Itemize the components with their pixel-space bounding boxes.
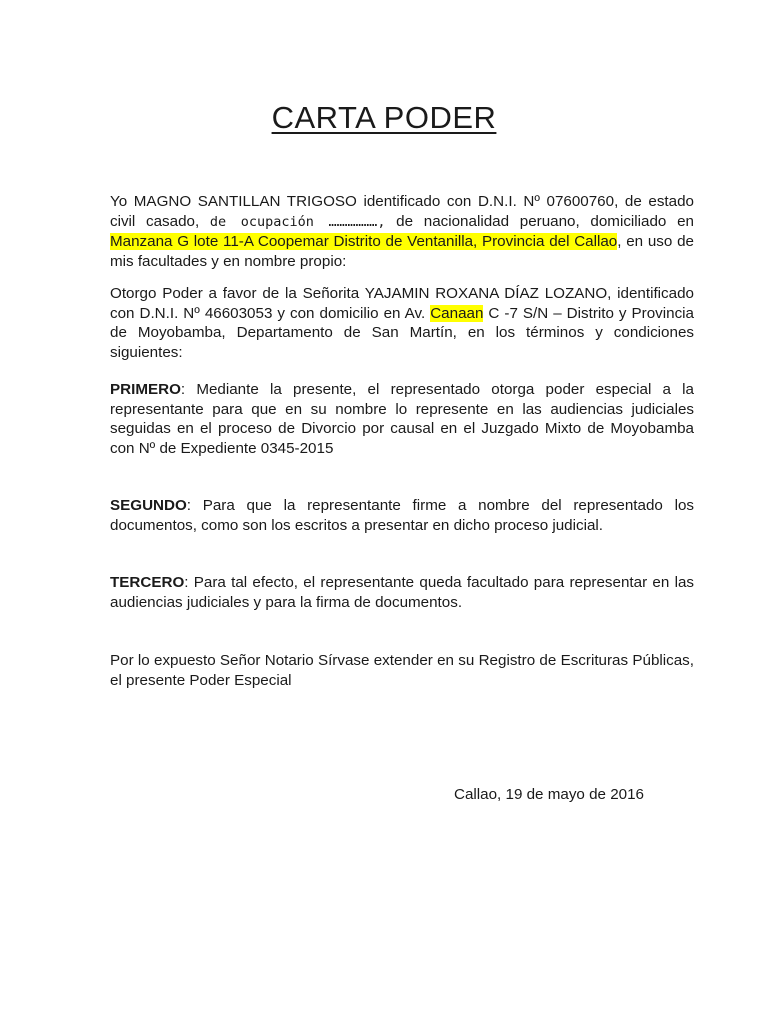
clause-tercero-text: : Para tal efecto, el representante queda facultado para representar en las audiencias judiciales y para la firma de documentos. bbox=[110, 574, 694, 611]
clause-primero bbox=[110, 380, 694, 458]
place-date: Callao, 19 de mayo de 2016 bbox=[454, 786, 644, 803]
grantor-identity: Yo MAGNO SANTILLAN TRIGOSO identificado con D.N.I. Nº 07600760, de estado civil casado, bbox=[110, 193, 694, 230]
grantee-identity: Otorgo Poder a favor de la Señorita YAJAMIN ROXANA DÍAZ LOZANO, identificado con D.N.I. Nº 46603053 y con domicilio en Av. bbox=[110, 285, 694, 322]
clause-primero-text: : Mediante la presente, el representado otorga poder especial a la representante para que en su nombre lo represente en las audiencias judiciales seguidas en el proceso de Divorcio por causal en el Juzgado Mixto de Moyobamba con Nº de Expediente 0345-2015 bbox=[110, 381, 694, 457]
grantee-street: Canaan bbox=[430, 304, 484, 322]
grantor-address: Manzana G lote 11-A Coopemar Distrito de Ventanilla, Provincia del Callao bbox=[110, 233, 618, 250]
clause-primero-label: PRIMERO bbox=[110, 381, 181, 398]
grantee-location: C -7 S/N – Distrito y Provincia de Moyobamba, Departamento de San Martín, en los términos y condiciones siguientes: bbox=[110, 304, 694, 361]
grantor-closing: , en uso de mis facultades y en nombre propio: bbox=[110, 233, 694, 270]
closing-paragraph: Por lo expuesto Señor Notario Sírvase extender en su Registro de Escrituras Públicas, el presente Poder Especial bbox=[110, 652, 694, 689]
document-title: CARTA PODER bbox=[271, 100, 497, 135]
grantor-paragraph bbox=[110, 192, 694, 271]
clause-tercero bbox=[110, 573, 694, 612]
occupation-blank: de ocupación ………………, bbox=[209, 213, 386, 230]
clause-segundo bbox=[110, 496, 694, 535]
grantee-paragraph bbox=[110, 284, 694, 362]
nationality-text: de nacionalidad peruano, domiciliado en bbox=[396, 212, 694, 230]
clause-segundo-text: : Para que la representante firme a nombre del representado los documentos, como son los escritos a presentar en dicho proceso judicial. bbox=[110, 497, 694, 534]
clause-tercero-label: TERCERO bbox=[110, 574, 185, 591]
clause-segundo-label: SEGUNDO bbox=[110, 497, 187, 514]
